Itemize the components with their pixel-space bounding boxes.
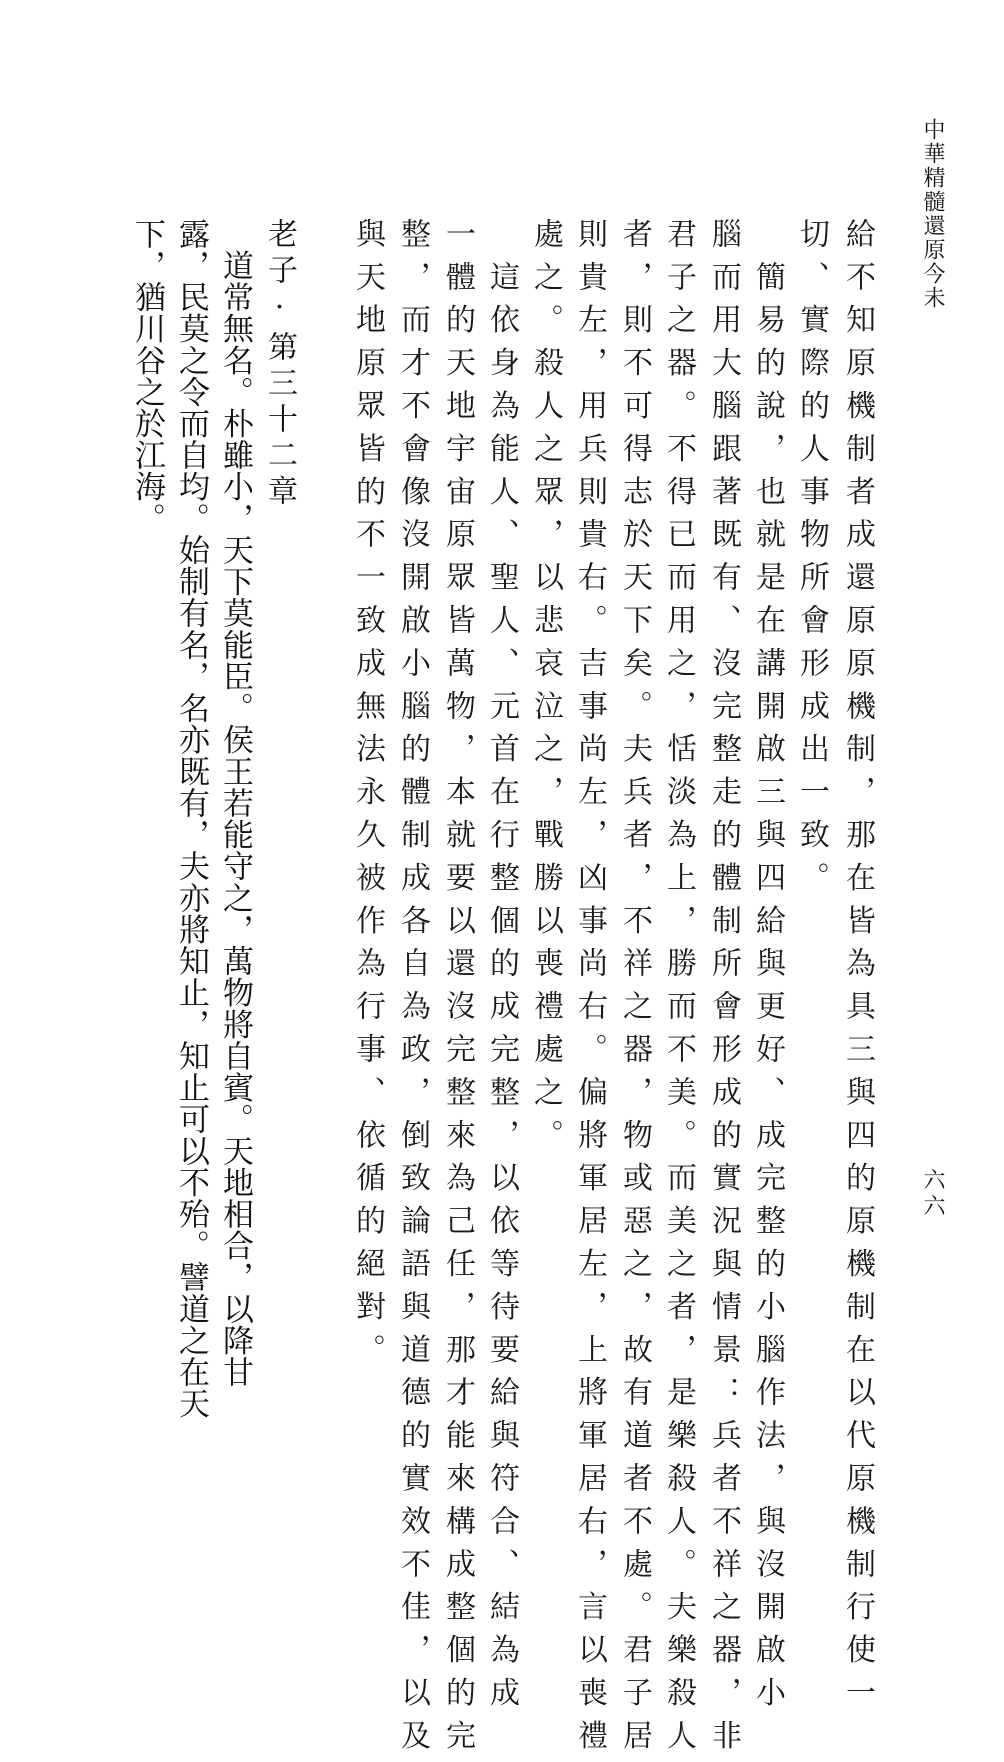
text-line-11: 整，而才不會像沒開啟小腦的體制成各自為政，倒致論語與道德的實效不佳，以及: [395, 218, 430, 1762]
quote-line-3: 下，猶川谷之於江海。: [129, 218, 165, 535]
text-line-7: 則貴左，用兵則貴右。吉事尚左，凶事尚右。偏將軍居左，上將軍居右，言以喪禮: [572, 218, 607, 1762]
text-line-4: 腦而用大腦跟著既有、沒完整走的體制所會形成的實況與情景：兵者不祥之器，非: [706, 218, 741, 1762]
running-header: 中華精髓還原今未: [920, 118, 945, 310]
text-line-9: 這依身為能人、聖人、元首在行整個的成完整，以依等待要給與符合、結為成: [484, 218, 519, 1720]
text-line-3: 簡易的說，也就是在講開啟三與四給與更好、成完整的小腦作法，與沒開啟小: [750, 218, 785, 1720]
text-line-8: 處之。殺人之眾，以悲哀泣之，戰勝以喪禮處之。: [528, 218, 563, 1162]
text-line-2: 切、實際的人事物所會形成出一致。: [794, 218, 829, 905]
text-line-5: 君子之器。不得已而用之，恬淡為上，勝而不美。而美之者，是樂殺人。夫樂殺人: [661, 218, 696, 1762]
text-line-6: 者，則不可得志於天下矣。夫兵者，不祥之器，物或惡之，故有道者不處。君子居: [617, 218, 652, 1762]
quote-line-2: 露，民莫之令而自均。始制有名，名亦既有，夫亦將知止，知止可以不殆。譬道之在天: [173, 218, 209, 1420]
text-line-1: 給不知原機制者成還原原機制，那在皆為具三與四的原機制在以代原機制行使一: [840, 218, 875, 1720]
quote-line-1: 道常無名。朴雖小，天下莫能臣。侯王若能守之，萬物將自賓。天地相合，以降甘: [217, 218, 253, 1388]
text-line-10: 一體的天地宇宙原眾皆萬物，本就要以還沒完整來為己任，那才能來構成整個的完: [440, 218, 475, 1762]
page-number: 六六: [920, 1168, 945, 1220]
text-line-12: 與天地原眾皆的不一致成無法永久被作為行事、依循的絕對。: [350, 218, 385, 1377]
chapter-heading: 老子·第三十二章: [262, 218, 297, 511]
